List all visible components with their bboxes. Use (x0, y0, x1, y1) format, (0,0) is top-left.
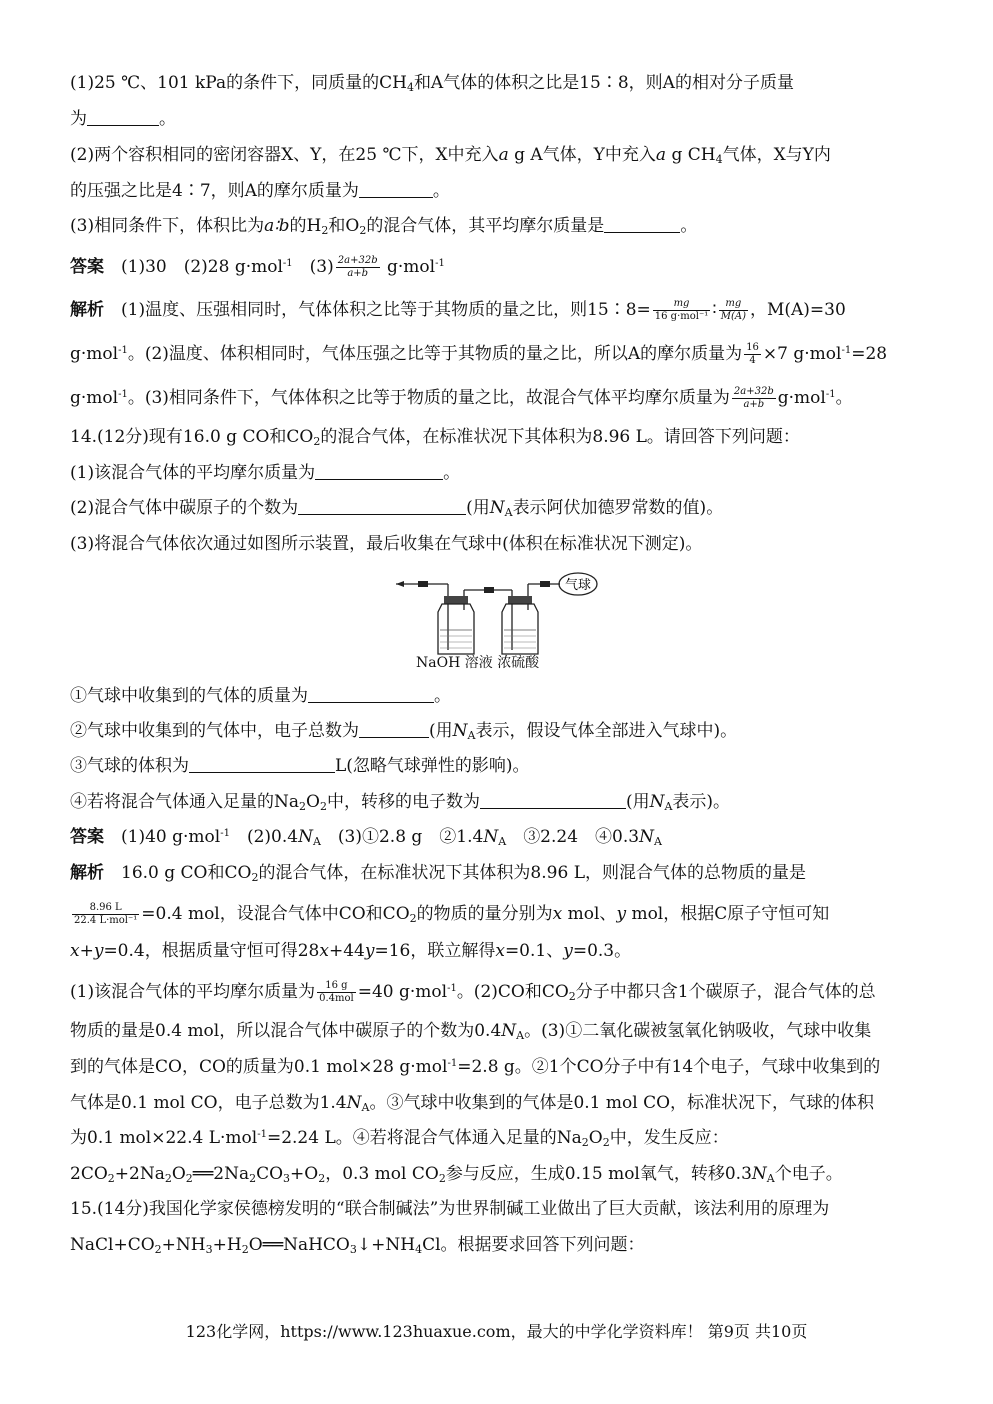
naoh-label: NaOH 溶液 (416, 655, 493, 671)
q14-sub4: ④若将混合气体通入足量的$Na_2O_2$中，转移的电子数为 (用$N_A$表示)。 (70, 792, 731, 813)
apparatus-figure (390, 572, 610, 672)
sulfuric-acid-label: 浓硫酸 (497, 655, 540, 671)
balloon-label: 气球 (564, 578, 592, 593)
fraction: $\frac{mg}{M(A)}$ (720, 298, 746, 322)
q14-explanation-line4: (1)该混合气体的平均摩尔质量为 $\frac{16 g}{\text{0.4mol}}$ =40 g·mol$^{-1}$。(2)CO和$CO_2$分子中都只含1个碳原子，混合气体的总 (70, 980, 876, 1004)
q15-stem: 15.(14分)我国化学家侯德榜发明的“联合制碱法”为世界制碱工业做出了巨大贡献，该法利用的原理为 (70, 1199, 830, 1219)
q14-explanation-line6: 到的气体是CO，CO的质量为0.1 mol×28 g·mol$^{-1}$=2.8 g。②1个CO分子中有14个电子，气球中收集到的 (70, 1057, 881, 1077)
fraction: $\frac{mg}{\text{16 g·mol⁻¹}}$ (654, 298, 709, 322)
q14-stem: 14.(12分)现有16.0 g CO和$CO_2$的混合气体，在标准状况下其体积为8.96 L。请回答下列问题： (70, 427, 800, 448)
q13-explanation-line2: g·mol$^{-1}$。(2)温度、体积相同时，气体压强之比等于其物质的量之比，所以A的摩尔质量为 $\frac{16}{4}$ ×7 g·mol$^{-1}$=28 (70, 342, 888, 366)
q13-part3: (3)相同条件下，体积比为a∶b的$H_2$和$O_2$的混合气体，其平均摩尔质量是 。 (70, 216, 698, 237)
q15-equation: $NaCl+CO_2+NH_3+H_2O══NaHCO_3↓+NH_4Cl$。根据要求回答下列问题： (70, 1235, 645, 1256)
q13-explanation-line3: g·mol$^{-1}$。(3)相同条件下，气体体积之比等于物质的量之比，故混合气体平均摩尔质量为 $\frac{2a+32b}{a+b}$ g·mol$^{-1}$。 (70, 386, 853, 410)
q14-explanation-line1: 解析 16.0 g CO和$CO_2$的混合气体，在标准状况下其体积为8.96 L，则混合气体的总物质的量是 (70, 863, 806, 884)
q14-sub3: ③气球的体积为 L(忽略气球弹性的影响)。 (70, 756, 530, 776)
figure-labels (416, 652, 539, 672)
answer-blank (359, 181, 433, 198)
q14-explanation-line9: $2CO_2+2Na_2O_2══2Na_2CO_3+O_2$，0.3 mol $CO_2$参与反应，生成0.15 mol氧气，转移$0.3N_A$个电子。 (70, 1164, 843, 1185)
q14-explanation-line5: 物质的量是0.4 mol，所以混合气体中碳原子的个数为$0.4N_A$。(3)①二氧化碳被氢氧化钠吸收，气球中收集 (70, 1021, 872, 1042)
answer-blank (359, 721, 429, 738)
answer-blank (308, 686, 434, 703)
q13-part1-line2: 为 。 (70, 109, 176, 129)
q14-explanation-line3: x+y=0.4，根据质量守恒可得28x+44y=16，联立解得x=0.1、y=0.3。 (70, 941, 632, 961)
q14-part3: (3)将混合气体依次通过如图所示装置，最后收集在气球中(体积在标准状况下测定)。 (70, 534, 703, 554)
q14-explanation-line2: $\frac{8.96 L}{\text{22.4 L·mol⁻¹}}$ =0.4 mol，设混合气体中CO和$CO_2$的物质的量分别为x mol、y mol，根据C原子守恒可知 (74, 902, 830, 926)
q13-answer: 答案 (1)30 (2)28 g·mol$^{-1}$ (3) $\frac{2a+32b}{a+b}$ g·mol$^{-1}$ (70, 255, 445, 279)
page-footer: 123化学网，https://www.123huaxue.com，最大的中学化学资料库！ 第9页 共10页 (185, 1322, 808, 1341)
fraction: $\frac{2a+32b}{a+b}$ (733, 386, 774, 410)
answer-blank (87, 109, 159, 126)
q14-sub1: ①气球中收集到的气体的质量为 。 (70, 686, 451, 706)
q13-part2-line2: 的压强之比是4∶7，则A的摩尔质量为 。 (70, 181, 450, 201)
answer-blank (189, 756, 335, 773)
fraction: $\frac{16}{4}$ (746, 342, 759, 366)
fraction: $\frac{2a+32b}{a+b}$ (337, 255, 378, 279)
answer-blank (298, 498, 466, 515)
answer-blank (315, 463, 443, 480)
q14-part1: (1)该混合气体的平均摩尔质量为 。 (70, 463, 461, 483)
q14-explanation-line8: 为0.1 mol×22.4 L·mol$^{-1}$=2.24 L。④若将混合气体通入足量的$Na_2O_2$中，发生反应： (70, 1128, 729, 1149)
q13-explanation-line1: 解析 (1)温度、压强相同时，气体体积之比等于其物质的量之比，则15∶8= $\frac{mg}{\text{16 g·mol⁻¹}}$ ∶ $\frac{mg}{M(A)}$ ，M(A)=30 (70, 298, 846, 322)
q13-part1-line1: (1)25 ℃、101 kPa的条件下，同质量的$CH_4$和A气体的体积之比是15∶8，则A的相对分子质量 (70, 73, 794, 94)
q14-explanation-line7: 气体是0.1 mol CO，电子总数为$1.4N_A$。③气球中收集到的气体是0.1 mol CO，标准状况下，气球的体积 (70, 1093, 875, 1114)
answer-blank (604, 216, 680, 233)
q14-sub2: ②气球中收集到的气体中，电子总数为 (用$N_A$表示，假设气体全部进入气球中)。 (70, 721, 738, 742)
answer-blank (480, 792, 626, 809)
q14-answer: 答案 (1)40 g·mol$^{-1}$ $(2)0.4N_A$ (3)①2.8 g $②1.4N_A$ ③2.24 $④0.3N_A$ (70, 827, 662, 848)
q14-part2: (2)混合气体中碳原子的个数为 (用$N_A$表示阿伏加德罗常数的值)。 (70, 498, 724, 519)
q13-part2-line1: (2)两个容积相同的密闭容器X、Y，在25 ℃下，X中充入a g A气体，Y中充入a g $CH_4$气体，X与Y内 (70, 145, 831, 166)
fraction: $\frac{8.96 L}{\text{22.4 L·mol⁻¹}}$ (74, 902, 138, 926)
fraction: $\frac{16 g}{\text{0.4mol}}$ (319, 980, 354, 1004)
